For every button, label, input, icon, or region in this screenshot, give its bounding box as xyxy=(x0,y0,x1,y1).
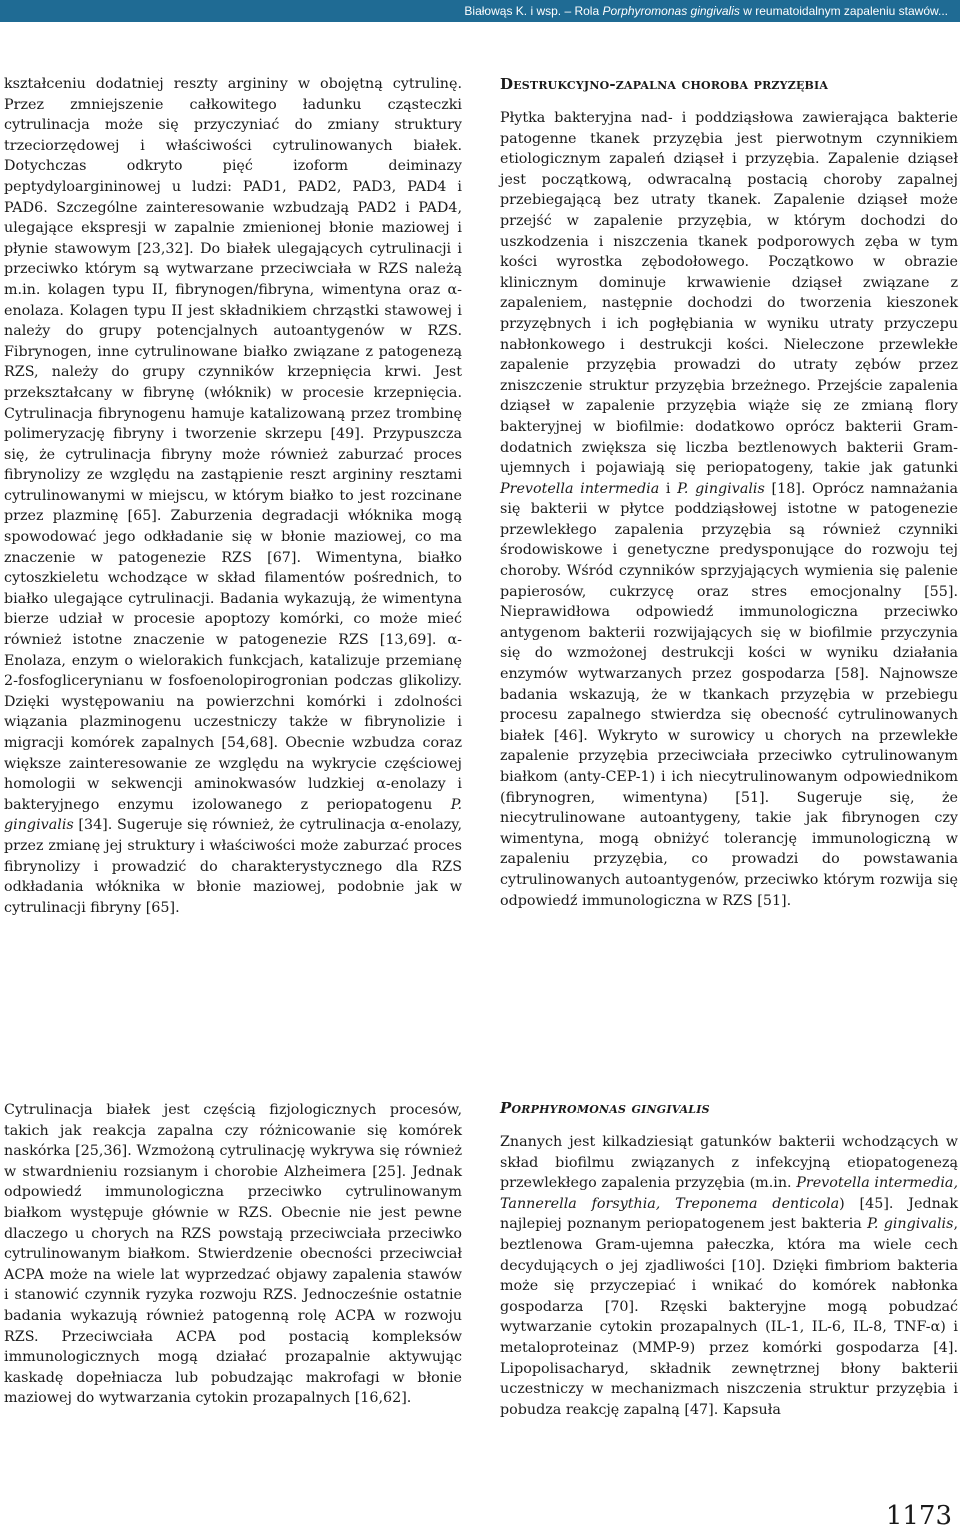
running-header xyxy=(0,0,960,22)
section-heading-pgingivalis: Porphyromonas gingivalis xyxy=(500,1099,710,1117)
left-column xyxy=(4,74,462,918)
header-suffix: w reumatoidalnym zapaleniu stawów... xyxy=(739,4,948,18)
right-p2-mid: ) [45]. Jednak najlepiej poznanym periopatogenem jest bakteria xyxy=(500,1195,958,1233)
header-italic: Porphyromonas gingivalis xyxy=(602,4,740,18)
right-p1-italic-1: Prevotella intermedia xyxy=(500,480,660,497)
right-p2-tail: , beztlenowa Gram-ujemna pałeczka, która ma wiele cech decydujących o jej zjadliwości [10]. Dzięki fimbriom bakteria może się przyczepiać i wnikać do komórek nabłonka gospodarza [70]. Rzęski bakteryjne mogą pobudzać wytwarzanie cytokin prozapalnych (IL-1, IL-6, IL-8, TNF-α) i metaloproteinaz (MMP-9) przez komórki gospodarza [4]. Lipopolisacharyd, składnik zewnętrznej błony bakterii uczestniczy w mechanizmach niszczenia struktur przyzębia i pobudza reakcję zapalną [47]. Kapsuła xyxy=(500,1216,958,1418)
left-p1-tail: [34]. Sugeruje się również, że cytrulinacja α-enolazy, przez zmianę jej struktury i właściwości może zaburzać proces fibrynolizy i prowadzić do charakterystycznego dla RZS odkładania włóknika w błonie maziowej, podobnie jak w cytrulinacji fibryny [65]. xyxy=(4,817,462,916)
left-paragraph-1 xyxy=(4,74,462,918)
left-paragraph-2: Cytrulinacja białek jest częścią fizjologicznych procesów, takich jak reakcja zapalna czy różnicowanie się komórek naskórka [25,36]. Wzmożoną cytrulinację wykrywa się również w stwardnieniu rozsianym i chorobie Alzheimera [25]. Jednak odpowiedź immunologiczna przeciwko cytrulinowanym białkom występuje głównie w RZS. Obecnie nie jest pewne dlaczego u chorych na RZS powstają przeciwciała przeciwko cytrulinowanym białkom. Stwierdzenie obecności przeciwciał ACPA może na wiele lat wyprzedzać objawy zapalenia stawów i stanowić czynnik ryzyka rozwoju RZS. Jednocześnie ostatnie badania wykazują również patogenną rolę ACPA w rozwoju RZS. Przeciwciała ACPA pod postacią kompleksów immunologicznych mogą działać prozapalnie aktywując kaskadę dopełniacza lub pobudzając makrofagi w błonie maziowej do wytwarzania cytokin prozapalnych [16,62]. xyxy=(4,1102,462,1407)
right-column xyxy=(500,74,958,911)
right-paragraph-2 xyxy=(500,1132,958,1420)
right-section-2 xyxy=(500,1098,958,1420)
right-p2-text: Znanych jest kilkadziesiąt gatunków bakterii wchodzących w skład biofilmu związanych z infekcyjną etiopatogenezą przewlekłego zapalenia przyzębia (m.in. xyxy=(500,1134,958,1192)
left-p1-italic: P. gingivalis xyxy=(4,796,462,834)
right-paragraph-1 xyxy=(500,108,958,911)
right-p1-tail: [18]. Oprócz namnażania się bakterii w płytce poddziąsłowej istotne w patogenezie przewlekłego zapalenia przyzębia są również czynniki środowiskowe i genetyczne predysponujące do rozwoju tej choroby. Wśród czynników sprzyjających wymienia się palenie papierosów, cukrzycę oraz stres emocjonalny [55]. Nieprawidłowa odpowiedź immunologiczna przeciwko antygenom bakterii rozwijających się w biofilmie przyczynia się do wzmożonej destrukcji kości w wyniku działania enzymów wytwarzanych przez gospodarza [58]. Najnowsze badania wskazują, że w tkankach przyzębia w przebiegu procesu zapalnego stwierdza się obecność cytrulinowanych białek [46]. Wykryto w surowicy u chorych na przewlekłe zapalenie przyzębia przeciwciała przeciwko cytrulinowanym białkom (anty-CEP-1) i ich niecytrulinowanym odpowiednikom (fibrynogren, wimentyna) [51]. Sugeruje się, że niecytrulinowane autoantygeny, takie jak fibrynogen czy wimentyna, mogą obniżyć tolerancję immunologiczną w zapaleniu przyzębia, co prowadzi do powstawania cytrulinowanych autoantygenów, przeciwko którym rozwija się odpowiedź immunologiczna w RZS [51]. xyxy=(500,480,958,909)
left-p1-text: kształceniu dodatniej reszty argininy w obojętną cytrulinę. Przez zmniejszenie całkowitego ładunku cząsteczki cytrulinacja może się przyczyniać do zmiany struktury trzeciorzędowej i właściwości cytrulinowanych białek. Dotychczas odkryto pięć izoform deiminazy peptydyloargininowej u ludzi: PAD1, PAD2, PAD3, PAD4 i PAD6. Szczególne zainteresowanie wzbudzają PAD2 i PAD4, ulegające ekspresji w zapalnie zmienionej błonie maziowej i płynie stawowym [23,32]. Do białek ulegających cytrulinacji i przeciwko którym są wytwarzane przeciwciała w RZS należą m.in. kolagen typu II, fibrynogen/fibryna, wimentyna oraz α-enolaza. Kolagen typu II jest składnikiem chrząstki stawowej i należy do grupy potencjalnych autoantygenów w RZS. Fibrynogen, inne cytrulinowane białko związane z patogenezą RZS, należy do grupy czynników krzepnięcia krwi. Jest przekształcany w fibrynę (włóknik) w procesie krzepnięcia. Cytrulinacja fibrynogenu hamuje katalizowaną przez trombinę polimeryzację fibryny i tworzenie skrzepu [49]. Przypuszcza się, że cytrulinacja fibryny może również zaburzać proces fibrynolizy ze względu na zastąpienie reszt argininy resztami cytrulinowanymi w miejscu, w którym białko to jest rozcinane przez plazminę [65]. Zaburzenia degradacji włóknika mogą spowodować jego odkładanie się w błonie maziowej, co ma znaczenie w patogenezie RZS [67]. Wimentyna, białko cytoszkieletu wchodzące w skład filamentów pośrednich, to białko ulegające cytrulinacji. Badania wykazują, że wimentyna bierze udział w procesie apoptozy komórki, co może mieć również istotne znaczenie w patogenezie RZS [13,69]. α-Enolaza, enzym o wielorakich funkcjach, katalizuje przemianę 2-fosfoglicerynianu w fosfoenolopirogronian podczas glikolizy. Dzięki występowaniu na powierzchni komórki i zdolności wiązania plazminogenu uczestniczy także w fibrynolizie i migracji komórek zapalnych [54,68]. Obecnie wzbudza coraz większe zainteresowanie ze względu na wykrycie częściowej homologii w sekwencji aminokwasów ludzkiej α-enolazy i bakteryjnego enzymu izolowanego z periopatogenu xyxy=(4,76,462,813)
right-p1-text: Płytka bakteryjna nad- i poddziąsłowa zawierająca bakterie patogenne tkanek przyzębia jest pierwotnym czynnikiem etiologicznym zapaleń dziąseł i przyzębia. Zapalenie dziąseł jest początkową, odwracalną postacią choroby zapalnej przebiegającą bez utraty tkanek. Zapalenie dziąseł może przejść w zapalenie przyzębia, w którym dochodzi do uszkodzenia i niszczenia tkanek podporowych zęba w tym kości wyrostka zębodołowego. Początkowo w obrazie klinicznym dominuje krwawienie dziąseł związane z zapaleniem, następnie dochodzi do tworzenia kieszonek przyzębnych i ich pogłębiania w wyniku utraty przyczepu nabłonkowego i destrukcji kości. Nieleczone przewlekłe zapalenie przyzębia prowadzi do utraty zębów przez zniszczenie struktur przyzębia brzeżnego. Przejście zapalenia dziąseł w zapalenie przyzębia wiąże się ze zmianą flory bakteryjnej w biofilmie: dodatkowo oprócz bakterii Gram-dodatnich zwiększa się liczba beztlenowych bakterii Gram-ujemnych i pojawiają się periopatogeny, takie jak gatunki xyxy=(500,110,958,477)
right-p2-italic-2: P. gingivalis xyxy=(867,1216,954,1233)
section-heading-periodontal: Destrukcyjno-zapalna choroba przyzębia xyxy=(500,75,829,93)
left-paragraph-2-block xyxy=(4,1100,462,1409)
right-p1-mid: i xyxy=(659,480,678,497)
right-p1-italic-2: P. gingivalis xyxy=(677,480,765,497)
page-number: 1173 xyxy=(885,1501,952,1531)
right-p2-italic-1: Prevotella intermedia, Tannerella forsythia, Treponema denticola xyxy=(500,1175,958,1212)
header-prefix: Białowąs K. i wsp. – Rola xyxy=(464,4,603,18)
